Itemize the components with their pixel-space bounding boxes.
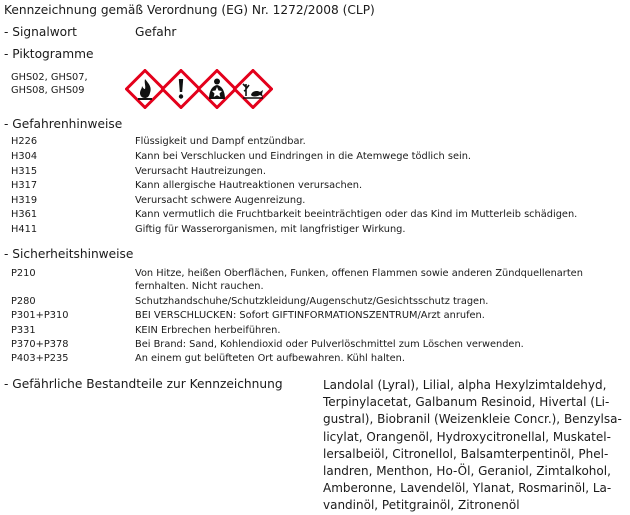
hazard-code: H361 [11, 209, 38, 220]
health-hazard-icon [197, 69, 237, 109]
hazard-code: H319 [11, 195, 38, 206]
safety-code: P210 [11, 268, 36, 279]
hazard-text: Flüssigkeit und Dampf entzündbar. [135, 136, 306, 147]
page-title: Kennzeichnung gemäß Verordnung (EG) Nr. 1272/2008 (CLP) [4, 3, 375, 17]
safety-code: P301+P310 [11, 310, 69, 321]
safety-statements-label: - Sicherheitshinweise [4, 247, 134, 261]
safety-code: P403+P235 [11, 353, 69, 364]
component-line: Landolal (Lyral), Lilial, alpha Hexylzimtaldehyd, [323, 378, 607, 392]
hazard-text: Kann bei Verschlucken und Eindringen in die Atemwege tödlich sein. [135, 151, 472, 162]
safety-text: Bei Brand: Sand, Kohlendioxid oder Pulverlöschmittel zum Löschen verwenden. [135, 339, 524, 350]
hazard-code: H317 [11, 180, 38, 191]
hazard-code: H304 [11, 151, 38, 162]
ghs-codes-line1: GHS02, GHS07, [11, 72, 88, 83]
safety-text: Schutzhandschuhe/Schutzkleidung/Augenschutz/Gesichtsschutz tragen. [135, 296, 489, 307]
hazard-code: H411 [11, 224, 38, 235]
hazard-text: Verursacht Hautreizungen. [135, 166, 267, 177]
hazard-text: Giftig für Wasserorganismen, mit langfristiger Wirkung. [135, 224, 406, 235]
hazardous-components-list [323, 377, 623, 515]
safety-code: P280 [11, 296, 36, 307]
component-line: landren, Menthon, Ho-Öl, Geraniol, Zimtalkohol, [323, 464, 611, 479]
hazard-text: Verursacht schwere Augenreizung. [135, 195, 306, 206]
pictograms-label: - Piktogramme [4, 47, 94, 61]
hazard-statements-label: - Gefahrenhinweise [4, 117, 123, 131]
safety-text: An einem gut belüfteten Ort aufbewahren. Kühl halten. [135, 353, 405, 364]
hazard-text: Kann vermutlich die Fruchtbarkeit beeinträchtigen oder das Kind im Mutterleib schädigen. [135, 209, 578, 220]
component-line: Amberonne, Lavendelöl, Ylanat, Rosmarinöl, La- [323, 481, 612, 496]
component-line: lersalbeiöl, Citronellol, Balsamterpentinöl, Phel- [323, 446, 609, 461]
component-line: gustral), Biobranil (Weizenkleie Concr.), Benzylsa- [323, 412, 622, 427]
hazard-text: Kann allergische Hautreaktionen verursachen. [135, 180, 363, 191]
component-line: Terpinylacetat, Galbanum Resinoid, Hivertal (Li- [323, 395, 610, 410]
ghs-codes-line2: GHS08, GHS09 [11, 85, 85, 96]
safety-text: KEIN Erbrechen herbeiführen. [135, 325, 281, 336]
exclamation-icon [161, 69, 201, 109]
environment-icon [233, 69, 273, 109]
component-line: vandinöl, Petitgrainöl, Zitronenöl [323, 498, 520, 513]
safety-text: Von Hitze, heißen Oberflächen, Funken, offenen Flammen sowie anderen Zündquellenarten [135, 268, 583, 279]
safety-code: P331 [11, 325, 36, 336]
safety-code: P370+P378 [11, 339, 69, 350]
safety-text: BEI VERSCHLUCKEN: Sofort GIFTINFORMATIONSZENTRUM/Arzt anrufen. [135, 310, 485, 321]
hazard-code: H226 [11, 136, 38, 147]
safety-text-continued: fernhalten. Nicht rauchen. [135, 281, 264, 292]
flame-icon [125, 69, 165, 109]
hazard-code: H315 [11, 166, 38, 177]
signal-word-value: Gefahr [135, 25, 177, 39]
component-line: licylat, Orangenöl, Hydroxycitronellal, Muskatel- [323, 429, 611, 444]
signal-word-label: - Signalwort [4, 25, 77, 39]
hazardous-components-label: - Gefährliche Bestandteile zur Kennzeichnung [4, 377, 283, 391]
